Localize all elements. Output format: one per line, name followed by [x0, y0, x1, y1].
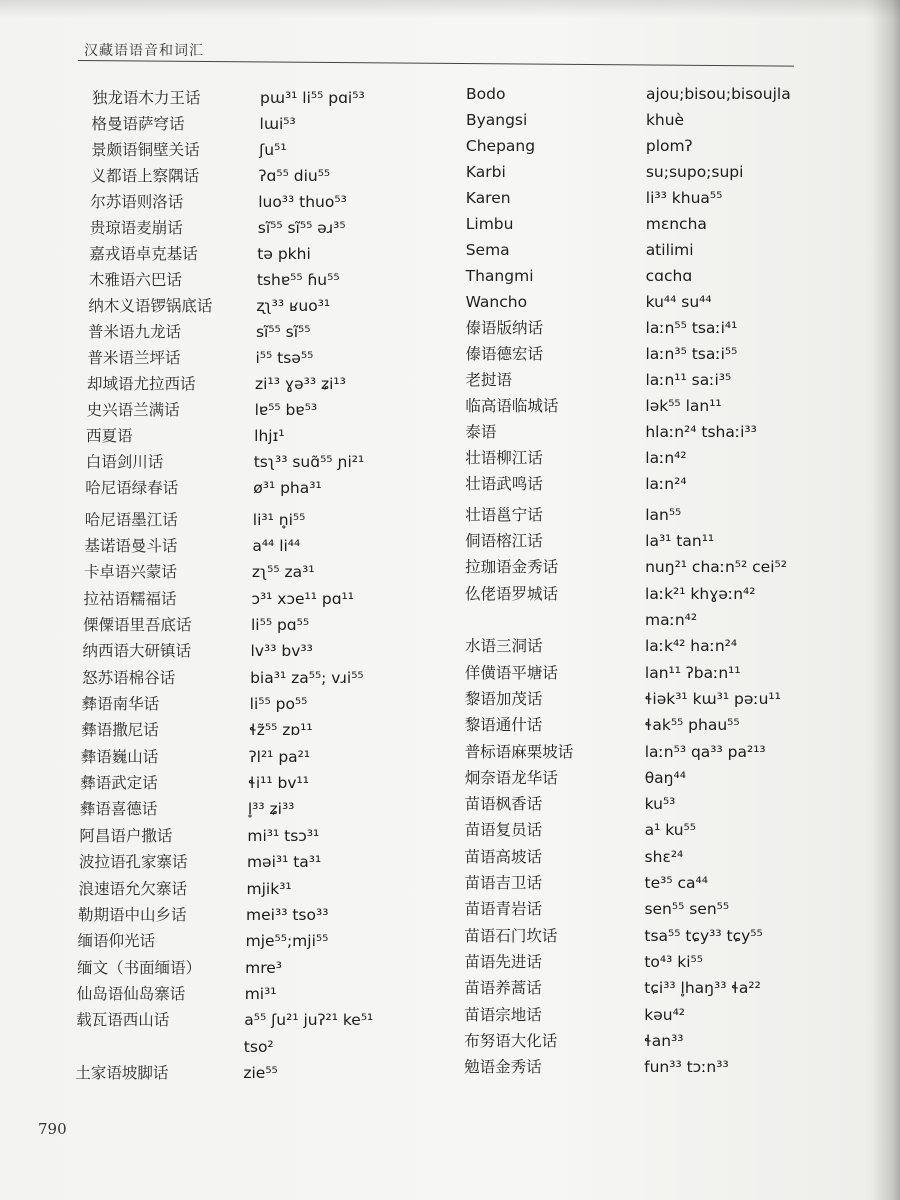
word-form: laːk⁴² haːn²⁴: [644, 637, 738, 655]
word-form: tə pkhi: [257, 245, 311, 263]
word-form: θaŋ⁴⁴: [644, 769, 686, 787]
language-name: 尔苏语则洛话: [90, 193, 184, 211]
word-form: zi¹³ ɣə³³ ʑi¹³: [255, 375, 346, 393]
word-form: mei³³ tso³³: [246, 906, 329, 924]
language-name: 贵琼语麦崩话: [89, 219, 183, 237]
language-name: 苗语吉卫话: [464, 874, 543, 892]
word-form: laːn⁵⁵ tsaːi⁴¹: [645, 319, 738, 337]
word-form: lan¹¹ ʔbaːn¹¹: [644, 664, 741, 682]
language-name: 傣语德宏话: [465, 345, 544, 363]
word-form: atilimi: [645, 241, 694, 259]
word-form: laːn³⁵ tsaːi⁵⁵: [645, 345, 738, 363]
language-name: Karbi: [465, 163, 506, 181]
language-name: 仫佬语罗城话: [465, 585, 559, 603]
word-form: tsʅ³³ suɑ̃⁵⁵ ɲi²¹: [253, 453, 365, 471]
word-form: luo³³ thuo⁵³: [258, 193, 347, 211]
language-name: 勒期语中山乡话: [78, 906, 187, 924]
language-name: 炯奈语龙华话: [464, 769, 558, 787]
language-name: Karen: [465, 189, 511, 207]
language-name: 苗语青岩话: [464, 900, 542, 918]
word-form: ɬak⁵⁵ phau⁵⁵: [644, 716, 740, 734]
word-form: l̥³³ ʑi³³: [247, 800, 295, 818]
word-form: ø³¹ pha³¹: [253, 479, 322, 497]
language-name: 壮语柳江话: [465, 449, 543, 467]
word-form: to⁴³ ki⁵⁵: [644, 953, 703, 971]
word-form: laːn⁴²: [645, 449, 687, 467]
language-name: 布努语大化话: [464, 1032, 558, 1050]
word-form: ajou;bisou;bisoujla: [646, 85, 791, 103]
language-name: 水语三洞话: [464, 637, 543, 655]
word-form: pɯ³¹ li⁵⁵ pɑi⁵³: [260, 89, 365, 107]
word-form: mjik³¹: [246, 880, 292, 898]
language-name: 普米语兰坪话: [87, 349, 181, 367]
language-name: 彝语巍山话: [80, 748, 159, 766]
top-shadow: [0, 0, 900, 18]
language-name: 黎语加茂话: [464, 690, 543, 708]
language-name: 苗语复员话: [464, 821, 543, 839]
language-name: 苗语宗地话: [464, 1006, 542, 1024]
word-form: laːk²¹ khɣəːn⁴²: [645, 585, 756, 603]
language-name: 嘉戎语卓克基话: [89, 245, 198, 263]
language-name: 白语剑川话: [85, 453, 164, 471]
word-form: mre³: [245, 959, 283, 977]
word-form: i⁵⁵ tsə⁵⁵: [255, 349, 314, 367]
language-name: 苗语高坡话: [464, 848, 543, 866]
word-form: a¹ ku⁵⁵: [644, 821, 696, 839]
word-form: a⁵⁵ ʃu²¹ juʔ²¹ ke⁵¹: [244, 1011, 374, 1029]
language-name: 波拉语孔家寨话: [78, 853, 188, 871]
word-form: bia³¹ za⁵⁵; vɹi⁵⁵: [250, 669, 364, 687]
language-name: 普标语麻栗坡话: [464, 743, 574, 761]
page-number: 790: [38, 1120, 67, 1138]
language-name: 怒苏语棉谷话: [82, 669, 176, 687]
word-form: laːn¹¹ saːi³⁵: [645, 371, 732, 389]
language-name: 彝语喜德话: [79, 800, 158, 818]
word-form: ɬi¹¹ bv¹¹: [248, 774, 309, 792]
word-form: tɕi³³ l̥haŋ³³ ɬa²²: [644, 979, 761, 997]
language-name: 老挝语: [465, 371, 512, 389]
word-form: te³⁵ ca⁴⁴: [644, 874, 708, 892]
word-form: laːn⁵³ qa³³ pa²¹³: [644, 743, 766, 761]
language-name: 卡卓语兴蒙话: [83, 563, 177, 581]
word-form: nuŋ²¹ chaːn⁵² cei⁵²: [645, 558, 787, 576]
word-form: fun³³ tɔːn³³: [644, 1058, 729, 1076]
language-name: 格曼语萨穹话: [91, 115, 185, 133]
language-name: 临高语临城话: [465, 397, 559, 415]
word-form: lv³³ bv³³: [250, 642, 313, 660]
word-form: shɛ²⁴: [644, 848, 684, 866]
word-form: mje⁵⁵;mji⁵⁵: [245, 932, 329, 950]
word-form: su;supo;supi: [645, 163, 744, 181]
language-name: 纳西语大研镇话: [82, 642, 192, 660]
language-name: 苗语养蒿话: [464, 979, 542, 997]
language-name: 哈尼语墨江话: [84, 511, 178, 529]
word-form: kəu⁴²: [644, 1006, 686, 1024]
word-form: tso²: [243, 1038, 274, 1056]
word-form: hlaːn²⁴ tshaːi³³: [645, 423, 757, 441]
language-name: 彝语撒尼话: [81, 721, 159, 739]
word-form: lhjɪ¹: [254, 427, 285, 445]
language-name: 独龙语木力王话: [92, 89, 201, 107]
word-form: laːn²⁴: [645, 475, 687, 493]
language-name: 浪速语允欠寨话: [78, 880, 188, 898]
language-name: 黎语通什话: [464, 716, 543, 734]
word-form: sĩ⁵⁵ sĩ⁵⁵ əɹ³⁵: [257, 219, 346, 237]
language-name: 苗语石门坎话: [464, 927, 558, 945]
language-name: 缅语仰光话: [77, 932, 156, 950]
language-name: 彝语南华话: [81, 695, 160, 713]
language-name: 拉祜语糯福话: [83, 590, 177, 608]
language-name: Byangsi: [465, 111, 528, 129]
language-name: 拉珈语金秀话: [465, 558, 559, 576]
word-form: lɐ⁵⁵ bɐ⁵³: [254, 401, 318, 419]
language-name: Sema: [465, 241, 510, 259]
word-form: maːn⁴²: [645, 611, 698, 629]
language-name: 彝语武定话: [80, 774, 158, 792]
word-form: ʔɑ⁵⁵ diu⁵⁵: [258, 167, 331, 185]
word-form: mi³¹ tsɔ³¹: [247, 827, 320, 845]
language-name: 仙岛语仙岛寨话: [76, 985, 186, 1003]
word-form: sĩ⁵⁵ sĩ⁵⁵: [255, 323, 311, 341]
word-form: lan⁵⁵: [645, 506, 682, 524]
word-form: lək⁵⁵ lan¹¹: [645, 397, 722, 415]
language-name: Chepang: [465, 137, 536, 155]
language-name: 阿昌语户撒话: [79, 827, 173, 845]
language-name: 纳木义语锣锅底话: [88, 297, 213, 315]
word-form: ɬan³³: [644, 1032, 684, 1050]
word-form: li⁵⁵ pɑ⁵⁵: [251, 616, 310, 634]
language-name: 壮语邕宁话: [465, 506, 543, 524]
word-form: ʃu⁵¹: [259, 141, 287, 159]
language-name: Wancho: [465, 293, 528, 311]
word-form: məi³¹ ta³¹: [246, 853, 322, 871]
word-form: ɬz̃⁵⁵ zɒ¹¹: [249, 721, 313, 739]
running-head: 汉藏语语音和词汇: [84, 43, 204, 59]
language-name: 土家语坡脚话: [75, 1064, 169, 1082]
language-name: 苗语枫香话: [464, 795, 543, 813]
language-name: 西夏语: [86, 427, 133, 445]
language-name: 佯僙语平塘话: [464, 664, 558, 682]
language-name: 苗语先进话: [464, 953, 542, 971]
language-name: 基诺语曼斗话: [84, 537, 178, 555]
language-name: 缅文（书面缅语）: [77, 959, 202, 977]
word-form: li⁵⁵ po⁵⁵: [249, 695, 308, 713]
word-form: zie⁵⁵: [243, 1064, 278, 1082]
language-name: 泰语: [465, 423, 497, 441]
word-form: tshɐ⁵⁵ ɦu⁵⁵: [256, 271, 340, 289]
word-form: tsa⁵⁵ tɕy³³ tɕy⁵⁵: [644, 927, 763, 945]
word-form: a⁴⁴ li⁴⁴: [252, 537, 301, 555]
language-name: 勉语金秀话: [464, 1058, 542, 1076]
word-form: la³¹ tan¹¹: [645, 532, 715, 550]
word-form: ku⁵³: [644, 795, 676, 813]
language-name: 普米语九龙话: [87, 323, 181, 341]
word-form: ku⁴⁴ su⁴⁴: [645, 293, 712, 311]
language-name: 侗语榕江话: [465, 532, 543, 550]
language-name: 史兴语兰满话: [86, 401, 180, 419]
word-form: ʔl²¹ pa²¹: [248, 748, 311, 766]
word-form: sen⁵⁵ sen⁵⁵: [644, 900, 730, 918]
word-form: ʐʅ³³ ʁuo³¹: [256, 297, 331, 315]
language-name: 义都语上察隅话: [90, 167, 200, 185]
word-form: mɛncha: [645, 215, 707, 233]
language-name: 壮语武鸣话: [465, 475, 543, 493]
language-name: 哈尼语绿春话: [85, 479, 179, 497]
word-form: ɔ³¹ xɔe¹¹ pɑ¹¹: [251, 590, 354, 608]
language-name: 木雅语六巴话: [88, 271, 182, 289]
header-rule: [78, 60, 794, 67]
word-form: zʅ⁵⁵ za³¹: [251, 563, 315, 581]
language-name: 载瓦语西山话: [76, 1011, 170, 1029]
word-form: khuè: [645, 111, 685, 129]
word-form: cɑchɑ: [645, 267, 693, 285]
language-name: 傣语版纳话: [465, 319, 544, 337]
word-form: plomʔ: [645, 137, 693, 155]
word-form: li³³ khua⁵⁵: [645, 189, 723, 207]
language-name: 傈僳语里吾底话: [83, 616, 192, 634]
language-name: Bodo: [466, 85, 506, 103]
word-form: ɬiək³¹ kɯ³¹ pəːu¹¹: [644, 690, 781, 708]
language-name: 景颇语铜壁关话: [91, 141, 200, 159]
word-form: li³¹ n̥i⁵⁵: [252, 511, 306, 529]
language-name: Limbu: [465, 215, 514, 233]
word-form: mi³¹: [244, 985, 277, 1003]
language-name: 却域语尤拉西话: [87, 375, 196, 393]
language-name: Thangmi: [465, 267, 534, 285]
word-form: lɯi⁵³: [259, 115, 296, 133]
page-gutter-shadow: [872, 0, 900, 1200]
